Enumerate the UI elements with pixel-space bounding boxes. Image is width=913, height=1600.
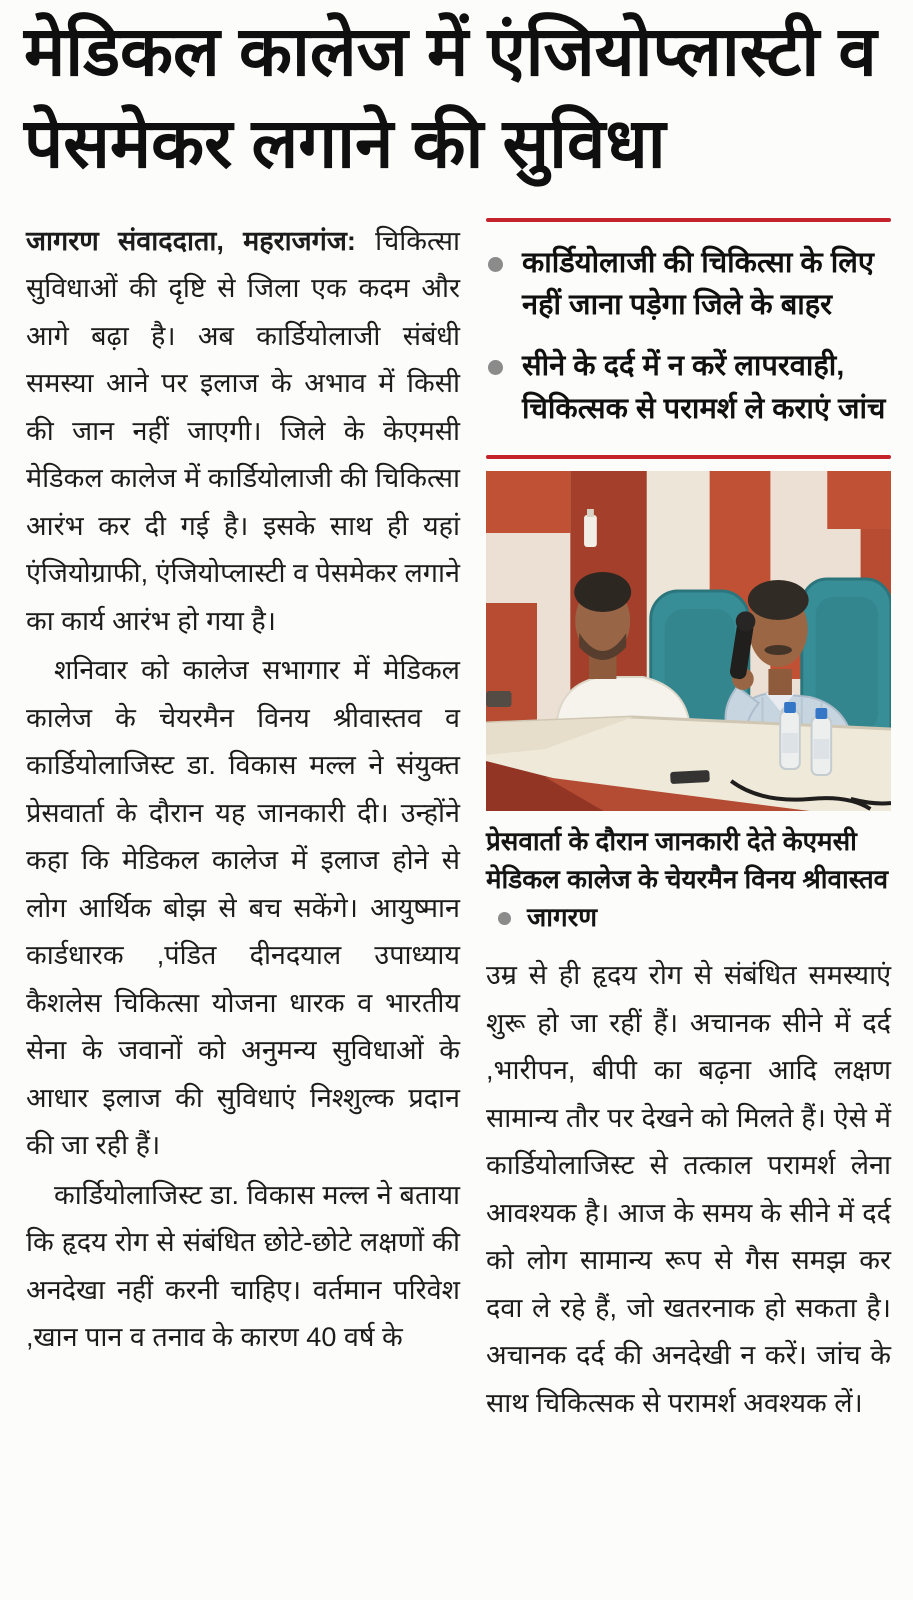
highlight-text: कार्डियोलाजी की चिकित्सा के लिए नहीं जाना पड़ेगा जिले के बाहर: [522, 246, 874, 322]
article-columns: [0, 218, 913, 1428]
headline: मेडिकल कालेज में एंजियोप्लास्टी व पेसमेकर लगाने की सुविधा: [24, 13, 877, 182]
highlight-item: [486, 345, 891, 431]
press-conference-photo: [486, 471, 891, 811]
article-right-column: [486, 218, 891, 1428]
dateline: जागरण संवाददाता, महराजगंज:: [26, 225, 356, 256]
paragraph: [26, 218, 460, 646]
paragraph-text: चिकित्सा सुविधाओं की दृष्टि से जिला एक कदम और आगे बढ़ा है। अब कार्डियोलाजी संबंधी समस्या आने पर इलाज के अभाव में किसी की जान नहीं जाएगी। जिले के केएमसी मेडिकल कालेज में कार्डियोलाजी की चिकित्सा आरंभ कर दी गई है। इसके साथ ही यहां एंजियोग्राफी, एंजियोप्लास्टी व पेसमेकर लगाने का कार्य आरंभ हो गया है।: [26, 225, 460, 636]
photo-caption: [486, 823, 891, 936]
credit-bullet-icon: [498, 912, 511, 925]
photo-credit: जागरण: [527, 901, 598, 932]
highlight-item: [486, 242, 891, 328]
highlights-list: [486, 242, 891, 432]
photo-caption-text: प्रेसवार्ता के दौरान जानकारी देते केएमसी मेडिकल कालेज के चेयरमैन विनय श्रीवास्तव: [486, 826, 889, 894]
paragraph: कार्डियोलाजिस्ट डा. विकास मल्ल ने बताया कि हृदय रोग से संबंधित छोटे-छोटे लक्षणों की अनदेखा नहीं करनी चाहिए। वर्तमान परिवेश ,खान पान व तनाव के कारण 40 वर्ष के: [26, 1179, 460, 1353]
press-conference-photo-illustration: [486, 471, 891, 811]
highlight-text: सीने के दर्द में न करें लापरवाही, चिकित्सक से परामर्श ले कराएं जांच: [522, 350, 886, 426]
paragraph: शनिवार को कालेज सभागार में मेडिकल कालेज के चेयरमैन विनय श्रीवास्तव व कार्डियोलाजिस्ट डा. विकास मल्ल ने संयुक्त प्रेसवार्ता के दौरान यह जानकारी दी। उन्होंने कहा कि मेडिकल कालेज में इलाज होने से लोग आर्थिक बोझ से बच सकेंगे। आयुष्मान कार्डधारक ,पंडित दीनदयाल उपाध्याय कैशलेस चिकित्सा योजना धारक व भारतीय सेना के जवानों को अनुमन्य सुविधाओं के आधार इलाज की सुविधाएं निश्शुल्क प्रदान की जा रही हैं।: [26, 655, 460, 1161]
bullet-icon: [488, 360, 503, 375]
paragraph: उम्र से ही हृदय रोग से संबंधित समस्याएं शुरू हो जा रहीं हैं। अचानक सीने में दर्द ,भारीपन, बीपी का बढ़ना आदि लक्षण सामान्य तौर पर देखने को मिलते हैं। ऐसे में कार्डियोलाजिस्ट से तत्काल परामर्श लेना आवश्यक है। आज के समय के सीने में दर्द को लोग सामान्य रूप से गैस समझ कर दवा ले रहे हैं, जो खतरनाक हो सकता है। अचानक दर्द की अनदेखी न करें। जांच के साथ चिकित्सक से परामर्श अवश्यक लें।: [486, 960, 891, 1418]
article-left-column: [26, 218, 460, 1428]
top-divider-rule: [486, 218, 891, 222]
bullet-icon: [488, 257, 503, 272]
photo-divider-rule: [486, 455, 891, 459]
